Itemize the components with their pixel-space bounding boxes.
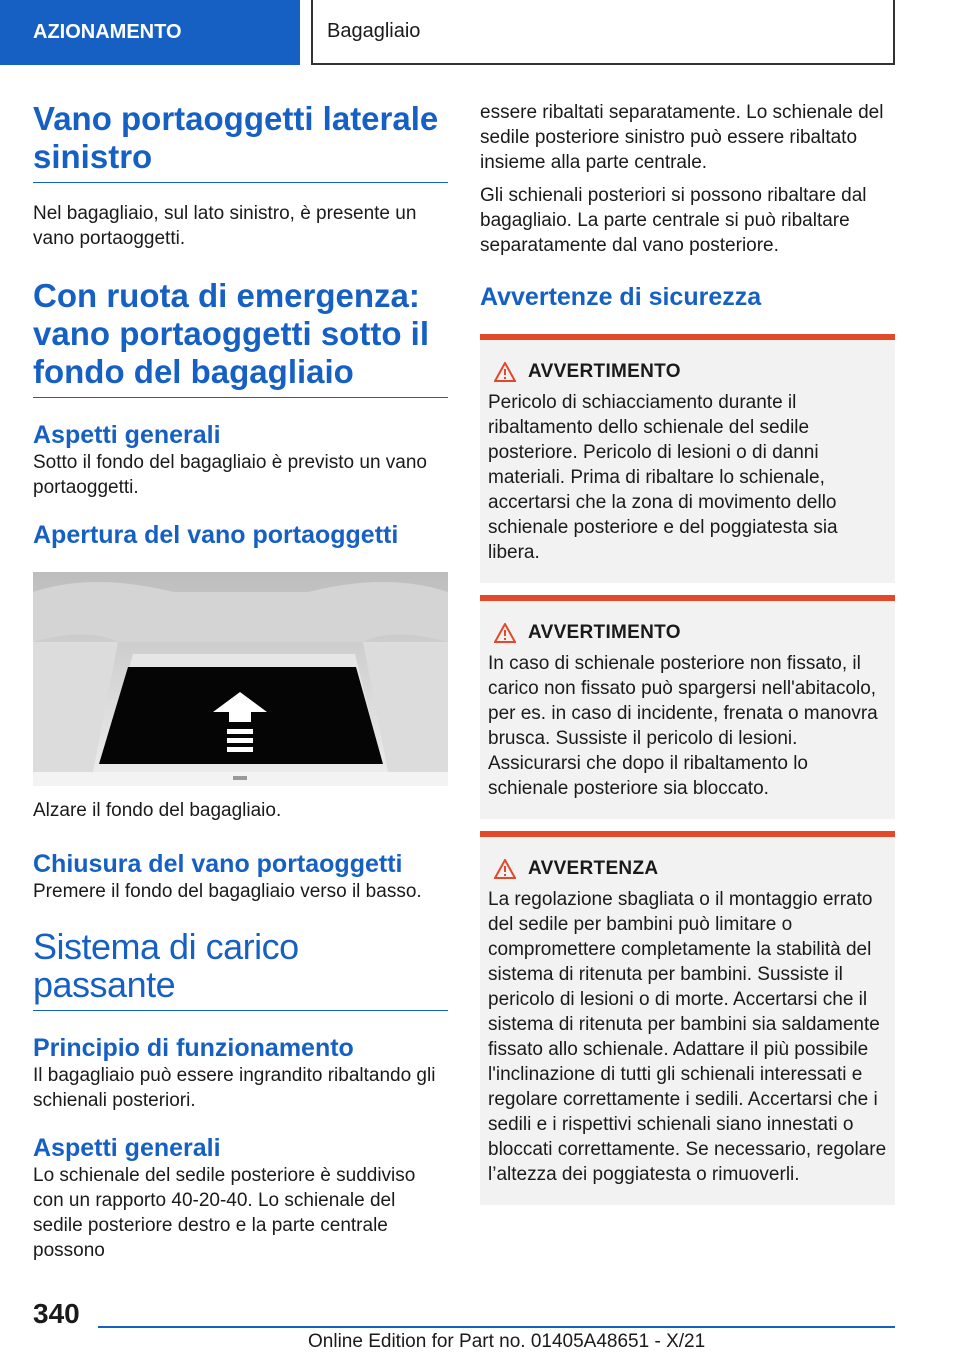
para-closing: Premere il fondo del bagagliaio verso il basso. — [33, 881, 422, 902]
para-principle: Il bagagliaio può essere ingrandito ribaltando gli schienali posteriori. — [33, 1065, 436, 1111]
heading-general-2: Aspetti generali — [33, 1134, 221, 1162]
warning-triangle-icon — [494, 362, 516, 382]
heading-general-1: Aspetti generali — [33, 421, 221, 449]
heading-spare-wheel: Con ruota di emergenza: vano portaoggetti sotto il fondo del bagagliaio — [33, 277, 448, 398]
right-column — [480, 100, 895, 1205]
para-general-1: Sotto il fondo del bagagliaio è previsto un vano portaoggetti. — [33, 452, 427, 498]
image-caption: Alzare il fondo del bagagliaio. — [33, 800, 282, 821]
para-general-2: Lo schienale del sedile posteriore è suddiviso con un rapporto 40-20-40. Lo schienale del sedile posteriore destro e la parte centrale possono — [33, 1165, 416, 1261]
heading-closing: Chiusura del vano portaoggetti — [33, 850, 403, 878]
para-storage-left: Nel bagagliaio, sul lato sinistro, è presente un vano portaoggetti. — [33, 203, 417, 249]
heading-safety: Avvertenze di sicurezza — [480, 283, 762, 311]
heading-principle: Principio di funzionamento — [33, 1034, 354, 1062]
section-tab — [0, 0, 300, 65]
chapter-title: Bagagliaio — [327, 20, 421, 42]
warning-title: AVVERTIMENTO — [528, 361, 681, 382]
edition-text: Online Edition for Part no. 01405A48651 - X/21 — [308, 1331, 706, 1352]
section-title: AZIONAMENTO — [33, 21, 182, 43]
warning-title: AVVERTIMENTO — [528, 622, 681, 643]
heading-loading-system: Sistema di carico passante — [33, 928, 448, 1011]
trunk-floor-drawing — [33, 572, 448, 786]
heading-storage-left: Vano portaoggetti laterale sinistro — [33, 100, 448, 183]
caution-box — [480, 831, 895, 1205]
caution-title: AVVERTENZA — [528, 858, 659, 879]
warning-text: Pericolo di schiacciamento durante il ribaltamento dello schienale del sedile posteriore. Pericolo di lesioni o di danni materiali. Prima di ribaltare lo schienale, accertarsi che la zona di movimento dello schienale posteriore e del poggiatesta sia libera. — [488, 392, 838, 563]
para-backrests: Gli schienali posteriori si possono ribaltare dal bagagliaio. La parte centrale si può ribaltare separatamente dal vano posteriore. — [480, 185, 867, 256]
warning-box — [480, 334, 895, 583]
trunk-floor-illustration — [33, 572, 448, 786]
chapter-tab — [311, 0, 895, 65]
warning-triangle-icon — [494, 623, 516, 643]
para-continued: essere ribaltati separatamente. Lo schienale del sedile posteriore sinistro può essere ribaltato insieme alla parte centrale. — [480, 102, 884, 173]
warning-box — [480, 595, 895, 819]
left-column — [33, 100, 448, 1263]
page-number: 340 — [33, 1298, 80, 1329]
caution-text: La regolazione sbagliata o il montaggio errato del sedile per bambini può limitare o compromettere completamente la stabilità del sistema di ritenuta per bambini. Sussiste il pericolo di lesioni o di morte. Accertarsi che il sistema di ritenuta per bambini sia saldamente fissato allo schienale. Adattare il più possibile l'inclinazione di tutti gli schienali interessati e regolare correttamente i sedili. Accertarsi che i sedili e i rispettivi schienali siano innestati o bloccati correttamente. Se necessario, regolare l’altezza dei poggiatesta o rimuoverli. — [488, 889, 887, 1185]
warning-triangle-icon — [494, 859, 516, 879]
footer-divider — [98, 1326, 895, 1328]
heading-opening: Apertura del vano portaoggetti — [33, 521, 399, 549]
warning-text: In caso di schienale posteriore non fissato, il carico non fissato può spargersi nell'abitacolo, per es. in caso di incidente, frenata o manovra brusca. Sussiste il pericolo di lesioni. Assicurarsi che dopo il ribaltamento lo schienale posteriore sia bloccato. — [488, 653, 878, 799]
